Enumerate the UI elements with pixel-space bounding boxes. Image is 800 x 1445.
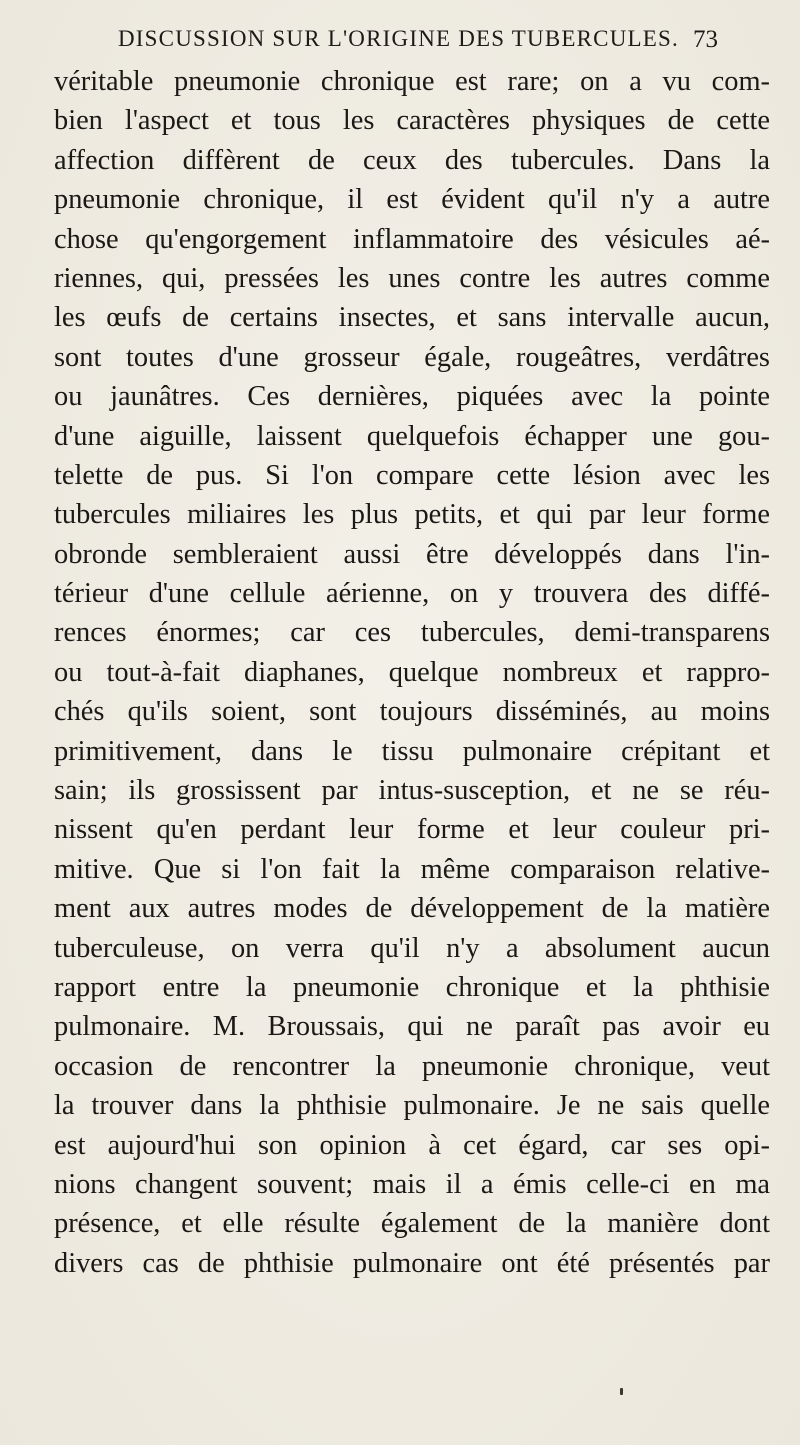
text-line: tubercules miliaires les plus petits, et qui par leur forme [54, 499, 770, 531]
page-number: 73 [693, 26, 718, 53]
text-line: telette de pus. Si l'on compare cette lésion avec les [54, 459, 770, 491]
text-line: chés qu'ils soient, sont toujours disséminés, au moins [54, 696, 770, 728]
text-line: ou jaunâtres. Ces dernières, piquées avec la pointe [54, 381, 770, 413]
text-line: affection diffèrent de ceux des tubercules. Dans la [54, 144, 770, 176]
text-line: rapport entre la pneumonie chronique et la phthisie [54, 971, 770, 1003]
text-line: sont toutes d'une grosseur égale, rougeâtres, verdâtres [54, 341, 770, 373]
text-line: les œufs de certains insectes, et sans intervalle aucun, [54, 302, 770, 334]
text-line: d'une aiguille, laissent quelquefois échapper une gou- [54, 420, 770, 452]
text-line: pneumonie chronique, il est évident qu'il n'y a autre [54, 184, 770, 216]
text-line: chose qu'engorgement inflammatoire des vésicules aé- [54, 223, 770, 255]
text-line: primitivement, dans le tissu pulmonaire crépitant et [54, 735, 770, 767]
ink-speck [620, 1388, 623, 1395]
text-line: sain; ils grossissent par intus-susception, et ne se réu- [54, 775, 770, 807]
text-line: la trouver dans la phthisie pulmonaire. Je ne sais quelle [54, 1090, 770, 1122]
text-line: occasion de rencontrer la pneumonie chronique, veut [54, 1050, 770, 1082]
body-paragraph [54, 62, 770, 1283]
text-line: tuberculeuse, on verra qu'il n'y a absolument aucun [54, 932, 770, 964]
text-line: riennes, qui, pressées les unes contre les autres comme [54, 262, 770, 294]
text-line: térieur d'une cellule aérienne, on y trouvera des diffé- [54, 578, 770, 610]
text-line: véritable pneumonie chronique est rare; on a vu com- [54, 66, 770, 97]
text-line: est aujourd'hui son opinion à cet égard, car ses opi- [54, 1129, 770, 1161]
running-head [118, 22, 718, 58]
text-line: bien l'aspect et tous les caractères physiques de cette [54, 105, 770, 137]
text-line: nissent qu'en perdant leur forme et leur couleur pri- [54, 814, 770, 846]
text-line: pulmonaire. M. Broussais, qui ne paraît pas avoir eu [54, 1011, 770, 1043]
text-line: obronde sembleraient aussi être développés dans l'in- [54, 538, 770, 570]
text-line: rences énormes; car ces tubercules, demi-transparens [54, 617, 770, 649]
text-line: divers cas de phthisie pulmonaire ont été présentés par [54, 1247, 770, 1279]
running-title: DISCUSSION SUR L'ORIGINE DES TUBERCULES. [118, 26, 679, 51]
text-line: ou tout-à-fait diaphanes, quelque nombreux et rappro- [54, 656, 770, 688]
text-line: ment aux autres modes de développement de la matière [54, 893, 770, 925]
text-line: mitive. Que si l'on fait la même comparaison relative- [54, 853, 770, 885]
text-line: nions changent souvent; mais il a émis celle-ci en ma [54, 1168, 770, 1200]
text-line: présence, et elle résulte également de la manière dont [54, 1208, 770, 1240]
